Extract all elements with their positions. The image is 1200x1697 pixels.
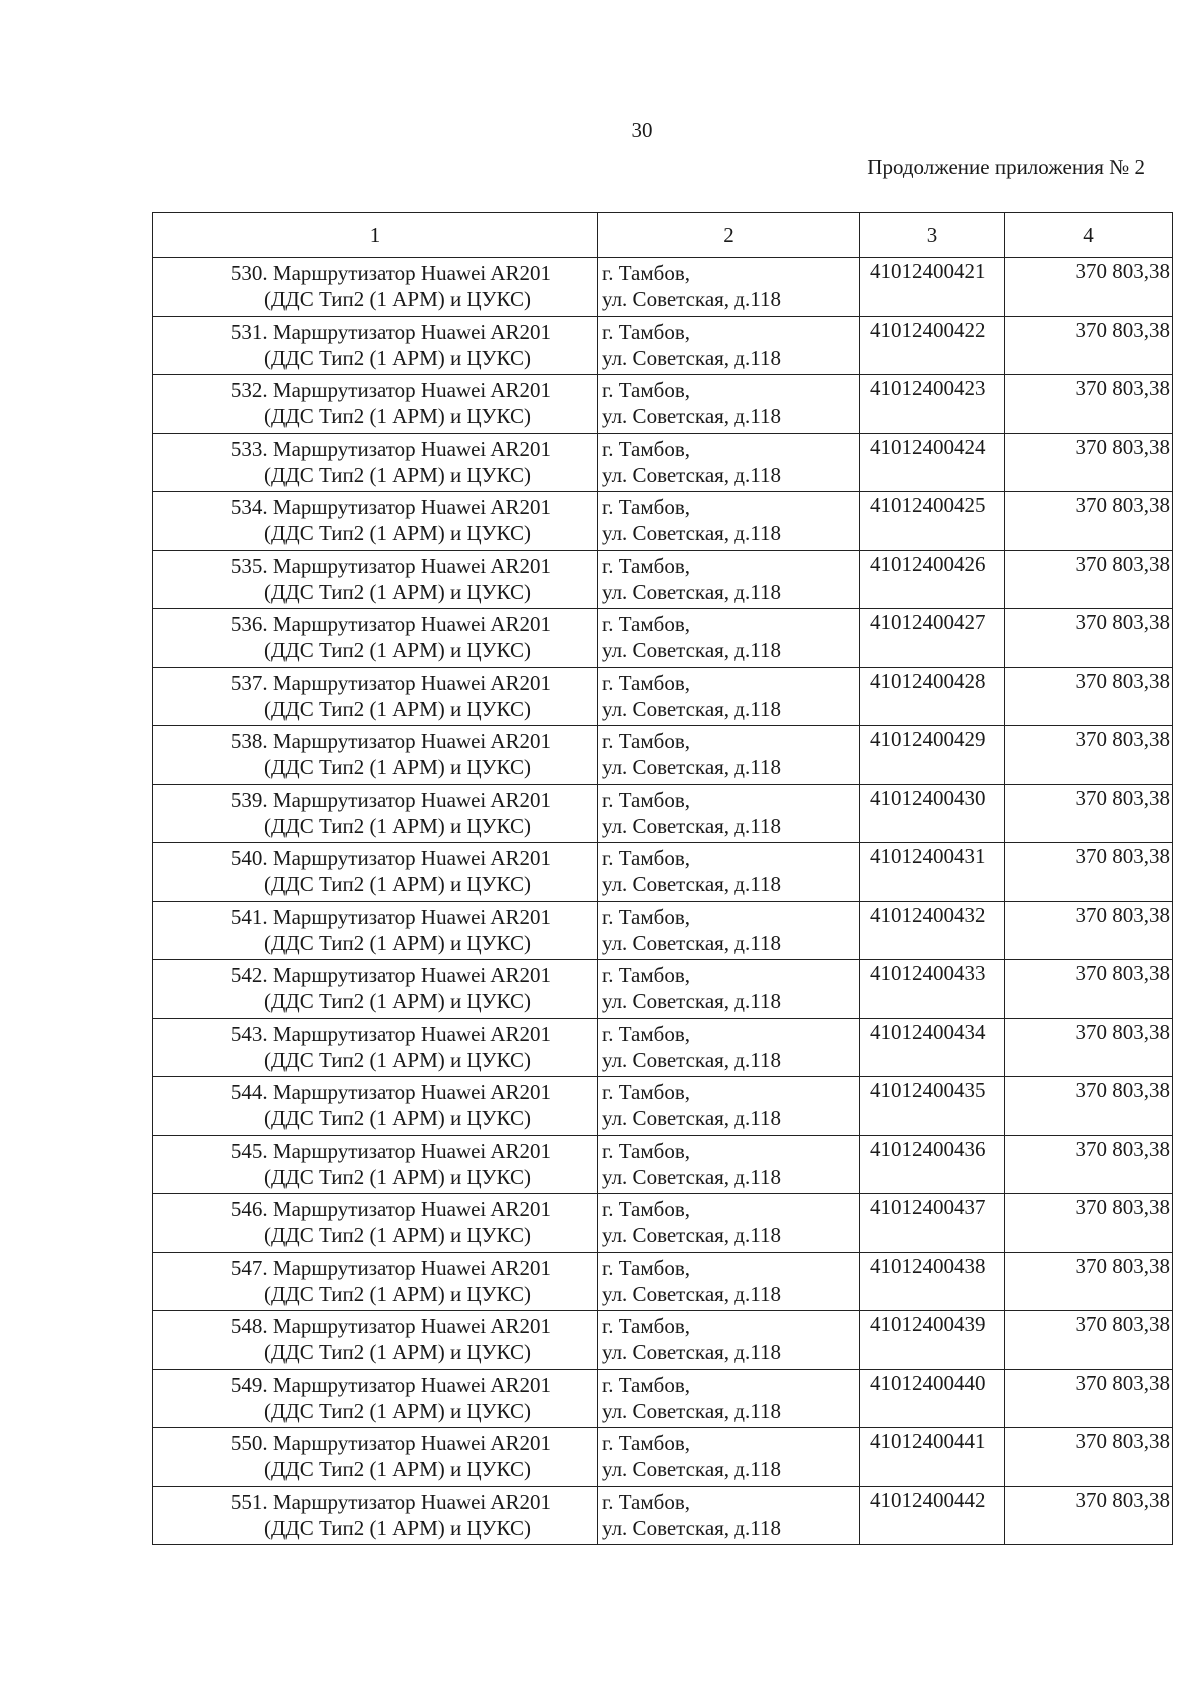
item-name-cell <box>153 1018 598 1077</box>
address-cell <box>598 960 860 1019</box>
item-name: Маршрутизатор Huawei AR201 <box>272 261 551 285</box>
address-city: г. Тамбов, <box>602 553 691 578</box>
item-title-line <box>153 1138 593 1164</box>
address-cell <box>598 1135 860 1194</box>
cost-cell: 370 803,38 <box>1005 1135 1173 1194</box>
cost-cell: 370 803,38 <box>1005 433 1173 492</box>
item-note: (ДДС Тип2 (1 АРМ) и ЦУКС) <box>264 521 531 545</box>
item-number: 548. <box>230 1314 273 1338</box>
item-number: 544. <box>230 1080 273 1104</box>
item-number: 539. <box>230 787 273 812</box>
item-title-line <box>153 787 593 813</box>
address-street: ул. Советская, д.118 <box>602 579 781 604</box>
address-cell <box>598 1077 860 1136</box>
inventory-number-cell: 41012400424 <box>860 433 1005 492</box>
cost-cell: 370 803,38 <box>1005 609 1173 668</box>
address-city: г. Тамбов, <box>602 846 691 870</box>
item-name: Маршрутизатор Huawei AR201 <box>272 904 551 929</box>
item-name-cell <box>153 1135 598 1194</box>
address-cell <box>598 1369 860 1428</box>
item-note: (ДДС Тип2 (1 АРМ) и ЦУКС) <box>264 813 531 838</box>
item-title-line <box>153 1313 593 1339</box>
cost-cell: 370 803,38 <box>1005 667 1173 726</box>
inventory-number-cell: 41012400421 <box>860 258 1005 317</box>
registry-table <box>152 212 1173 1545</box>
item-title-line <box>153 1372 593 1398</box>
table-row <box>153 1077 1173 1136</box>
table-row <box>153 375 1173 434</box>
item-name-cell <box>153 843 598 902</box>
address-city: г. Тамбов, <box>602 1255 691 1280</box>
item-name-cell <box>153 1077 598 1136</box>
inventory-number-cell: 41012400434 <box>860 1018 1005 1077</box>
cost-cell: 370 803,38 <box>1005 1428 1173 1487</box>
item-name: Маршрутизатор Huawei AR201 <box>272 1021 551 1046</box>
appendix-note: Продолжение приложения № 2 <box>867 155 1145 179</box>
table-row <box>153 1018 1173 1077</box>
inventory-number-cell: 41012400438 <box>860 1252 1005 1311</box>
table-row <box>153 843 1173 902</box>
header-col-2: 2 <box>598 213 860 258</box>
item-title-line <box>153 260 593 286</box>
address-street: ул. Советская, д.118 <box>602 813 781 838</box>
table-row <box>153 1428 1173 1487</box>
address-cell <box>598 1194 860 1253</box>
address-street: ул. Советская, д.118 <box>602 1457 781 1481</box>
address-street: ул. Советская, д.118 <box>602 930 781 955</box>
item-title-line <box>153 1430 593 1456</box>
item-name-cell <box>153 1311 598 1370</box>
item-number: 550. <box>230 1431 273 1455</box>
item-note: (ДДС Тип2 (1 АРМ) и ЦУКС) <box>264 1047 531 1072</box>
item-name-cell <box>153 258 598 317</box>
table-row <box>153 1486 1173 1545</box>
item-name-cell <box>153 667 598 726</box>
item-note: (ДДС Тип2 (1 АРМ) и ЦУКС) <box>264 345 531 370</box>
address-city: г. Тамбов, <box>602 1138 691 1163</box>
address-cell <box>598 667 860 726</box>
header-row <box>153 213 1173 258</box>
address-cell <box>598 1311 860 1370</box>
cost-cell: 370 803,38 <box>1005 1486 1173 1545</box>
item-note: (ДДС Тип2 (1 АРМ) и ЦУКС) <box>264 579 531 604</box>
address-city: г. Тамбов, <box>602 963 691 987</box>
address-cell <box>598 316 860 375</box>
table-row <box>153 960 1173 1019</box>
table-row <box>153 784 1173 843</box>
inventory-number-cell: 41012400440 <box>860 1369 1005 1428</box>
address-street: ул. Советская, д.118 <box>602 462 781 487</box>
item-name: Маршрутизатор Huawei AR201 <box>272 612 551 636</box>
item-number: 535. <box>230 553 273 578</box>
address-city: г. Тамбов, <box>602 1431 691 1455</box>
address-street: ул. Советская, д.118 <box>602 1340 781 1364</box>
cost-cell: 370 803,38 <box>1005 960 1173 1019</box>
cost-cell: 370 803,38 <box>1005 1252 1173 1311</box>
item-name-cell <box>153 375 598 434</box>
item-title-line <box>153 728 593 754</box>
inventory-number-cell: 41012400432 <box>860 901 1005 960</box>
inventory-number-cell: 41012400435 <box>860 1077 1005 1136</box>
address-cell <box>598 843 860 902</box>
item-title-line <box>153 1021 593 1047</box>
address-city: г. Тамбов, <box>602 729 691 753</box>
item-title-line <box>153 904 593 930</box>
address-cell <box>598 258 860 317</box>
header-col-3: 3 <box>860 213 1005 258</box>
item-title-line <box>153 553 593 579</box>
item-name-cell <box>153 1194 598 1253</box>
item-note: (ДДС Тип2 (1 АРМ) и ЦУКС) <box>264 1340 531 1364</box>
address-city: г. Тамбов, <box>602 1372 691 1397</box>
address-cell <box>598 1252 860 1311</box>
item-number: 538. <box>230 729 273 753</box>
table-row <box>153 550 1173 609</box>
item-name: Маршрутизатор Huawei AR201 <box>272 436 551 461</box>
address-city: г. Тамбов, <box>602 319 691 344</box>
inventory-number-cell: 41012400430 <box>860 784 1005 843</box>
cost-cell: 370 803,38 <box>1005 726 1173 785</box>
item-name: Маршрутизатор Huawei AR201 <box>272 1138 551 1163</box>
address-city: г. Тамбов, <box>602 1489 691 1514</box>
address-cell <box>598 433 860 492</box>
item-name: Маршрутизатор Huawei AR201 <box>272 1372 551 1397</box>
item-title-line <box>153 1489 593 1515</box>
inventory-number-cell: 41012400442 <box>860 1486 1005 1545</box>
address-street: ул. Советская, д.118 <box>602 696 781 721</box>
item-name-cell <box>153 433 598 492</box>
address-city: г. Тамбов, <box>602 1021 691 1046</box>
header-col-4: 4 <box>1005 213 1173 258</box>
inventory-number-cell: 41012400428 <box>860 667 1005 726</box>
inventory-number-cell: 41012400426 <box>860 550 1005 609</box>
item-name: Маршрутизатор Huawei AR201 <box>272 670 551 695</box>
address-city: г. Тамбов, <box>602 1080 691 1104</box>
inventory-number-cell: 41012400441 <box>860 1428 1005 1487</box>
inventory-number-cell: 41012400422 <box>860 316 1005 375</box>
item-name: Маршрутизатор Huawei AR201 <box>272 495 551 519</box>
address-cell <box>598 1486 860 1545</box>
address-street: ул. Советская, д.118 <box>602 1281 781 1306</box>
item-note: (ДДС Тип2 (1 АРМ) и ЦУКС) <box>264 1106 531 1130</box>
item-number: 546. <box>230 1197 273 1221</box>
table-row <box>153 258 1173 317</box>
address-city: г. Тамбов, <box>602 436 691 461</box>
item-name: Маршрутизатор Huawei AR201 <box>272 378 551 402</box>
address-street: ул. Советская, д.118 <box>602 404 781 428</box>
table-row <box>153 726 1173 785</box>
table-row <box>153 1369 1173 1428</box>
item-name-cell <box>153 726 598 785</box>
item-name: Маршрутизатор Huawei AR201 <box>272 787 551 812</box>
table-row <box>153 433 1173 492</box>
address-cell <box>598 1018 860 1077</box>
inventory-number-cell: 41012400429 <box>860 726 1005 785</box>
inventory-number-cell: 41012400431 <box>860 843 1005 902</box>
address-city: г. Тамбов, <box>602 670 691 695</box>
item-note: (ДДС Тип2 (1 АРМ) и ЦУКС) <box>264 1398 531 1423</box>
item-title-line <box>153 670 593 696</box>
item-note: (ДДС Тип2 (1 АРМ) и ЦУКС) <box>264 1164 531 1189</box>
item-note: (ДДС Тип2 (1 АРМ) и ЦУКС) <box>264 1223 531 1247</box>
item-number: 541. <box>230 904 273 929</box>
item-note: (ДДС Тип2 (1 АРМ) и ЦУКС) <box>264 287 531 311</box>
item-number: 549. <box>230 1372 273 1397</box>
item-note: (ДДС Тип2 (1 АРМ) и ЦУКС) <box>264 930 531 955</box>
item-number: 551. <box>230 1489 273 1514</box>
address-city: г. Тамбов, <box>602 904 691 929</box>
item-name-cell <box>153 1252 598 1311</box>
cost-cell: 370 803,38 <box>1005 1194 1173 1253</box>
item-name: Маршрутизатор Huawei AR201 <box>272 963 551 987</box>
item-number: 534. <box>230 495 273 519</box>
item-name: Маршрутизатор Huawei AR201 <box>272 1080 551 1104</box>
address-street: ул. Советская, д.118 <box>602 638 781 662</box>
address-street: ул. Советская, д.118 <box>602 1515 781 1540</box>
cost-cell: 370 803,38 <box>1005 901 1173 960</box>
inventory-number-cell: 41012400436 <box>860 1135 1005 1194</box>
item-note: (ДДС Тип2 (1 АРМ) и ЦУКС) <box>264 638 531 662</box>
table-row <box>153 1194 1173 1253</box>
item-name-cell <box>153 1428 598 1487</box>
item-note: (ДДС Тип2 (1 АРМ) и ЦУКС) <box>264 989 531 1013</box>
item-name: Маршрутизатор Huawei AR201 <box>272 1255 551 1280</box>
item-name-cell <box>153 1369 598 1428</box>
item-number: 543. <box>230 1021 273 1046</box>
item-name-cell <box>153 316 598 375</box>
item-number: 536. <box>230 612 273 636</box>
cost-cell: 370 803,38 <box>1005 784 1173 843</box>
item-name-cell <box>153 1486 598 1545</box>
item-title-line <box>153 1079 593 1105</box>
address-cell <box>598 1428 860 1487</box>
address-city: г. Тамбов, <box>602 612 691 636</box>
item-note: (ДДС Тип2 (1 АРМ) и ЦУКС) <box>264 872 531 896</box>
cost-cell: 370 803,38 <box>1005 258 1173 317</box>
item-name-cell <box>153 609 598 668</box>
item-note: (ДДС Тип2 (1 АРМ) и ЦУКС) <box>264 755 531 779</box>
table-row <box>153 492 1173 551</box>
address-street: ул. Советская, д.118 <box>602 989 781 1013</box>
table-row <box>153 1311 1173 1370</box>
item-name: Маршрутизатор Huawei AR201 <box>272 1314 551 1338</box>
address-cell <box>598 901 860 960</box>
inventory-number-cell: 41012400433 <box>860 960 1005 1019</box>
address-street: ул. Советская, д.118 <box>602 287 781 311</box>
address-street: ул. Советская, д.118 <box>602 521 781 545</box>
address-city: г. Тамбов, <box>602 1314 691 1338</box>
address-street: ул. Советская, д.118 <box>602 1047 781 1072</box>
address-street: ул. Советская, д.118 <box>602 1164 781 1189</box>
address-city: г. Тамбов, <box>602 787 691 812</box>
table-row <box>153 1252 1173 1311</box>
item-number: 540. <box>230 846 273 870</box>
item-name-cell <box>153 492 598 551</box>
item-number: 542. <box>230 963 273 987</box>
table-row <box>153 667 1173 726</box>
item-number: 547. <box>230 1255 273 1280</box>
item-title-line <box>153 494 593 520</box>
item-name: Маршрутизатор Huawei AR201 <box>272 1489 551 1514</box>
cost-cell: 370 803,38 <box>1005 1369 1173 1428</box>
address-street: ул. Советская, д.118 <box>602 1106 781 1130</box>
item-title-line <box>153 845 593 871</box>
item-name-cell <box>153 960 598 1019</box>
item-name: Маршрутизатор Huawei AR201 <box>272 1197 551 1221</box>
address-cell <box>598 726 860 785</box>
header-col-1: 1 <box>153 213 598 258</box>
item-number: 532. <box>230 378 273 402</box>
inventory-number-cell: 41012400427 <box>860 609 1005 668</box>
cost-cell: 370 803,38 <box>1005 492 1173 551</box>
item-number: 545. <box>230 1138 273 1163</box>
item-title-line <box>153 1255 593 1281</box>
address-street: ул. Советская, д.118 <box>602 1223 781 1247</box>
item-number: 537. <box>230 670 273 695</box>
inventory-number-cell: 41012400439 <box>860 1311 1005 1370</box>
cost-cell: 370 803,38 <box>1005 550 1173 609</box>
item-number: 531. <box>230 319 273 344</box>
table-body <box>153 258 1173 1545</box>
item-note: (ДДС Тип2 (1 АРМ) и ЦУКС) <box>264 1281 531 1306</box>
table-row <box>153 609 1173 668</box>
address-street: ул. Советская, д.118 <box>602 755 781 779</box>
cost-cell: 370 803,38 <box>1005 1077 1173 1136</box>
item-title-line <box>153 962 593 988</box>
item-note: (ДДС Тип2 (1 АРМ) и ЦУКС) <box>264 696 531 721</box>
table-row <box>153 316 1173 375</box>
item-title-line <box>153 611 593 637</box>
page-number: 30 <box>631 118 653 142</box>
item-title-line <box>153 319 593 345</box>
address-city: г. Тамбов, <box>602 261 691 285</box>
item-note: (ДДС Тип2 (1 АРМ) и ЦУКС) <box>264 404 531 428</box>
cost-cell: 370 803,38 <box>1005 316 1173 375</box>
address-street: ул. Советская, д.118 <box>602 345 781 370</box>
item-number: 533. <box>230 436 273 461</box>
table-header <box>153 213 1173 258</box>
address-city: г. Тамбов, <box>602 495 691 519</box>
item-note: (ДДС Тип2 (1 АРМ) и ЦУКС) <box>264 462 531 487</box>
table-row <box>153 901 1173 960</box>
address-cell <box>598 492 860 551</box>
inventory-number-cell: 41012400437 <box>860 1194 1005 1253</box>
address-cell <box>598 375 860 434</box>
item-name-cell <box>153 784 598 843</box>
table-row <box>153 1135 1173 1194</box>
address-street: ул. Советская, д.118 <box>602 1398 781 1423</box>
item-name: Маршрутизатор Huawei AR201 <box>272 1431 551 1455</box>
item-name: Маршрутизатор Huawei AR201 <box>272 553 551 578</box>
item-name: Маршрутизатор Huawei AR201 <box>272 846 551 870</box>
item-note: (ДДС Тип2 (1 АРМ) и ЦУКС) <box>264 1457 531 1481</box>
cost-cell: 370 803,38 <box>1005 1311 1173 1370</box>
item-name: Маршрутизатор Huawei AR201 <box>272 319 551 344</box>
address-cell <box>598 784 860 843</box>
address-cell <box>598 609 860 668</box>
item-title-line <box>153 1196 593 1222</box>
address-street: ул. Советская, д.118 <box>602 872 781 896</box>
item-name: Маршрутизатор Huawei AR201 <box>272 729 551 753</box>
inventory-number-cell: 41012400425 <box>860 492 1005 551</box>
cost-cell: 370 803,38 <box>1005 1018 1173 1077</box>
inventory-number-cell: 41012400423 <box>860 375 1005 434</box>
address-city: г. Тамбов, <box>602 378 691 402</box>
item-number: 530. <box>230 261 273 285</box>
item-note: (ДДС Тип2 (1 АРМ) и ЦУКС) <box>264 1515 531 1540</box>
address-city: г. Тамбов, <box>602 1197 691 1221</box>
item-title-line <box>153 377 593 403</box>
address-cell <box>598 550 860 609</box>
item-name-cell <box>153 550 598 609</box>
item-name-cell <box>153 901 598 960</box>
cost-cell: 370 803,38 <box>1005 843 1173 902</box>
cost-cell: 370 803,38 <box>1005 375 1173 434</box>
item-title-line <box>153 436 593 462</box>
